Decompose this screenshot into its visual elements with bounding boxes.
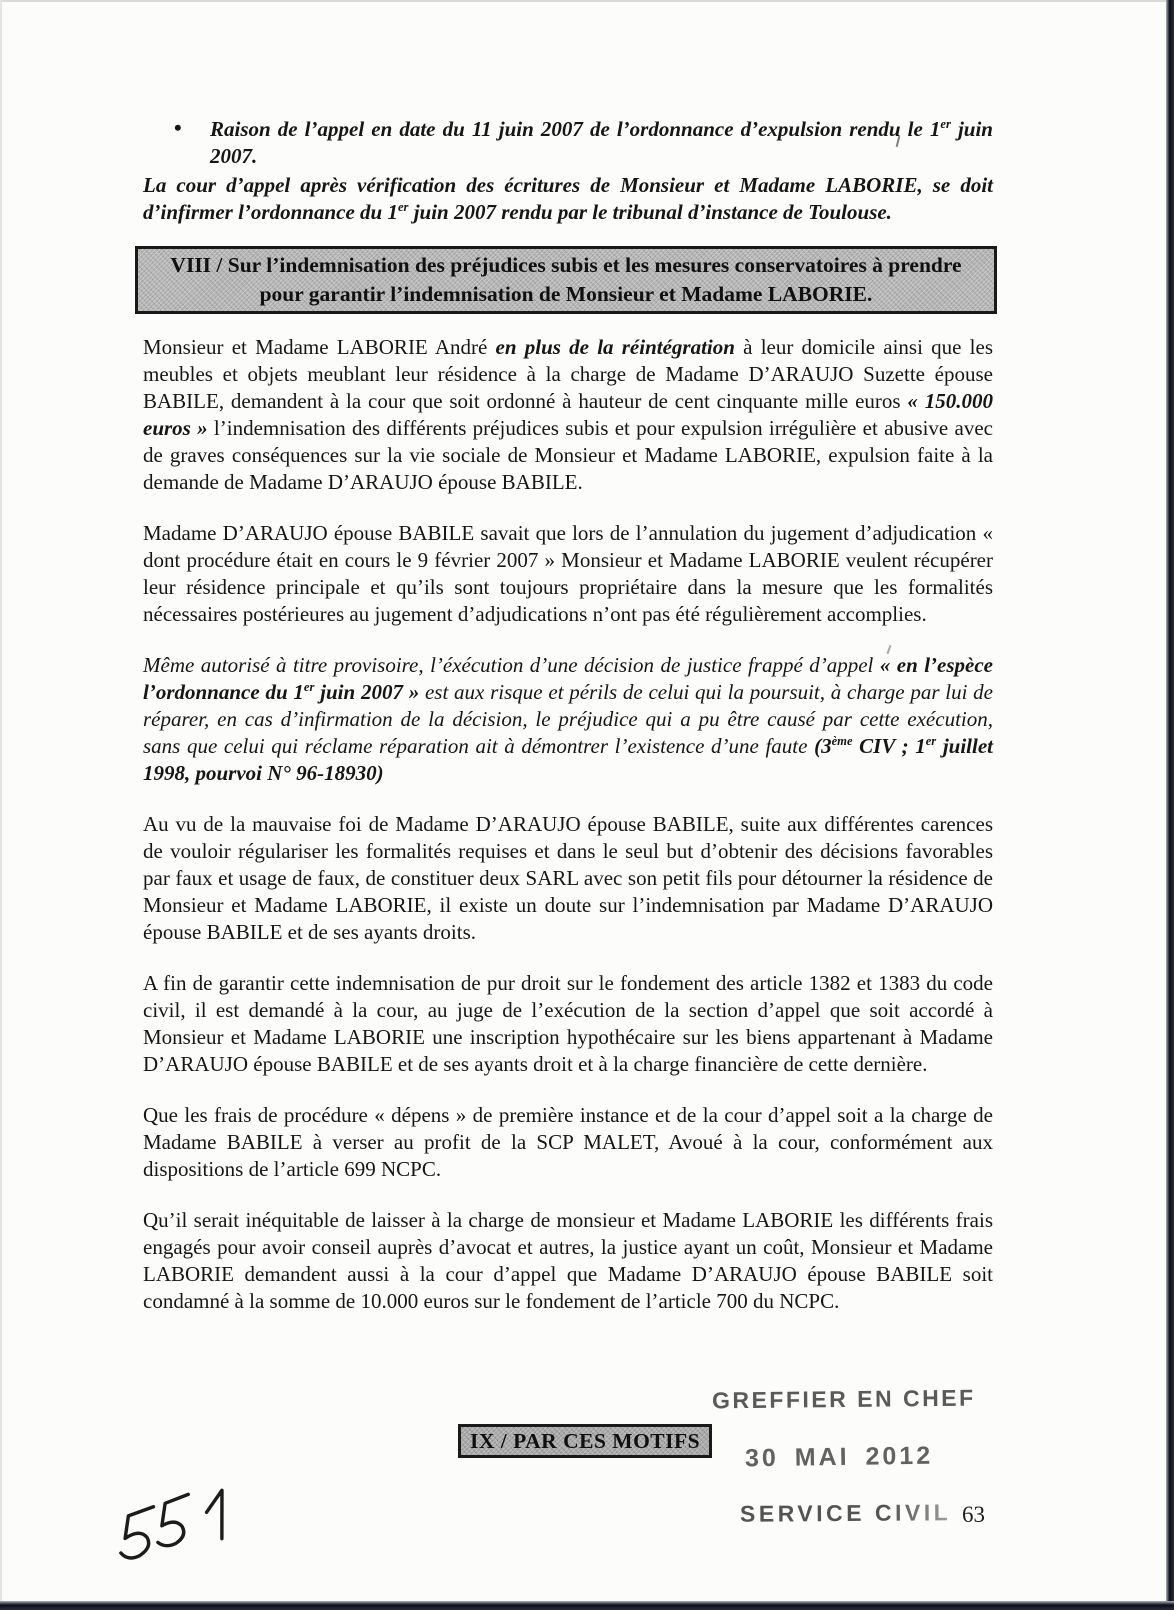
paragraph-citation-jurisprudence: Même autorisé à titre provisoire, l’éxécution d’une décision de justice frappé d’appel « en l’espèce l’ordonnance du 1er juin 2007 » est aux risque et périls de celui qui la poursuit, à charge par lui de réparer, en cas d’infirmation de la décision, le préjudice qui a pu être causé par cette exécution, sans que celui qui réclame réparation ait à démontrer l’existence d’une faute (3ème CIV ; 1er juillet 1998, pourvoi N° 96-18930) [143,653,994,785]
court-appeal-paragraph: La cour d’appel après vérification des écritures de Monsieur et Madame LABORIE, se doit d’infirmer l’ordonnance du 1er juin 2007 rendu par le tribunal d’instance de Toulouse. [143,173,993,224]
document-body [143,116,993,1315]
paragraph-indemnisation-demand: Monsieur et Madame LABORIE André en plus de la réintégration à leur domicile ainsi que les meubles et objets meublant leur résidence à la charge de Madame D’ARAUJO Suzette épouse BABILE, demandent à la cour que soit ordonné à hauteur de cent cinquante mille euros « 150.000 euros » l’indemnisation des différents préjudices subis et pour expulsion irrégulière et abusive avec de graves conséquences sur la vie sociale de Monsieur et Madame LABORIE, expulsion faite à la demande de Madame D’ARAUJO épouse BABILE. [143,335,994,494]
handwritten-number-551 [112,1478,242,1573]
paragraph-mauvaise-foi: Au vu de la mauvaise foi de Madame D’ARAUJO épouse BABILE, suite aux différentes carences de vouloir régulariser les formalités requises et dans le seul but d’obtenir des décisions favorables par faux et usage de faux, de constituer deux SARL avec son petit fils pour détourner la résidence de Monsieur et Madame LABORIE, il existe un doute sur l’indemnisation par Madame D’ARAUJO épouse BABILE et de ses ayants droits. [143,812,993,944]
scan-edge-bottom [0,1601,1174,1610]
section-ix-heading: IX / PAR CES MOTIFS [458,1424,712,1458]
scan-edge-left [0,0,2,1610]
stamp-greffier-en-chef: GREFFIER EN CHEF [711,1384,976,1414]
paragraph-annulation-jugement: Madame D’ARAUJO épouse BABILE savait que lors de l’annulation du jugement d’adjudication « dont procédure était en cours le 9 février 2007 » Monsieur et Madame LABORIE veulent récupérer leur résidence principale et qu’ils sont toujours propriétaire dans la mesure que les formalités nécessaires postérieures au jugement d’adjudications n’ont pas été régulièrement accomplies. [143,521,993,626]
stamp-date: 30 MAI 2012 [744,1441,934,1473]
stamp-service-civil: SERVICE CIVIL [739,1499,952,1527]
scan-edge-top [0,0,1174,2]
paragraph-article-700: Qu’il serait inéquitable de laisser à la charge de monsieur et Madame LABORIE les différents frais engagés pour avoir conseil auprès d’avocat et autres, la justice ayant un coût, Monsieur et Madame LABORIE demandent aussi à la cour d’appel que Madame D’ARAUJO épouse BABILE soit condamné à la somme de 10.000 euros sur le fondement de l’article 700 du NCPC. [143,1208,993,1313]
section-viii-heading: VIII / Sur l’indemnisation des préjudices subis et les mesures conservatoires à prendre pour garantir l’indemnisation de Monsieur et Madame LABORIE. [135,246,997,314]
appeal-reason-item [143,116,993,170]
appeal-reason-text: Raison de l’appel en date du 11 juin 2007 de l’ordonnance d’expulsion rendu le 1er juin 2007. [210,117,993,168]
scan-edge-right [1166,0,1174,1610]
page-number: 63 [962,1502,985,1527]
paragraph-frais-depens: Que les frais de procédure « dépens » de première instance et de la cour d’appel soit a la charge de Madame BABILE à verser au profit de la SCP MALET, Avoué à la cour, conformément aux dispositions de l’article 699 NCPC. [143,1103,993,1181]
bullet-icon: • [174,115,182,140]
paragraph-inscription-hypothecaire: A fin de garantir cette indemnisation de pur droit sur le fondement des article 1382 et 1383 du code civil, il est demandé à la cour, au juge de l’exécution de la section d’appel que soit accordé à Monsieur et Madame LABORIE une inscription hypothécaire sur les biens appartenant à Madame D’ARAUJO épouse BABILE et de ses ayants droit et à la charge financière de cette dernière. [143,971,993,1076]
